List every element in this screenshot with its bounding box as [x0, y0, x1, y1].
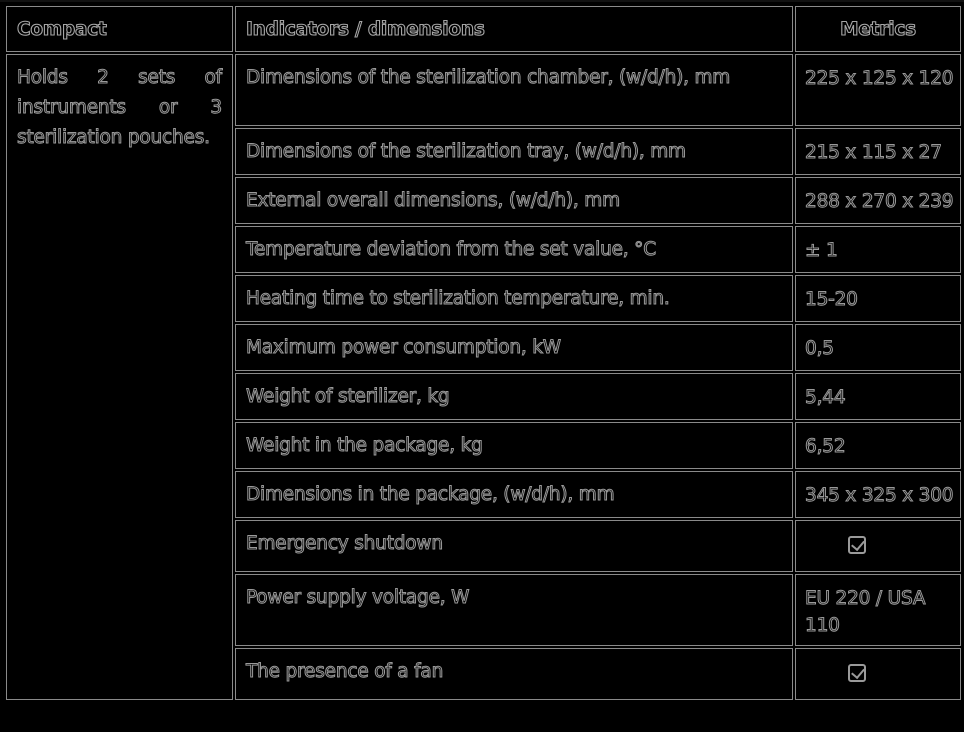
- indicator-cell: Dimensions of the sterilization chamber, (w/d/h), mm: [235, 54, 793, 126]
- indicator-cell: External overall dimensions, (w/d/h), mm: [235, 177, 793, 224]
- metric-cell: [795, 648, 961, 700]
- indicator-cell: Weight in the package, kg: [235, 422, 793, 469]
- indicator-cell: Weight of sterilizer, kg: [235, 373, 793, 420]
- metric-cell: 288 x 270 x 239: [795, 177, 961, 224]
- indicator-cell: The presence of a fan: [235, 648, 793, 700]
- indicator-cell: Dimensions in the package, (w/d/h), mm: [235, 471, 793, 518]
- metric-cell: 215 x 115 x 27: [795, 128, 961, 175]
- indicator-cell: Maximum power consumption, kW: [235, 324, 793, 371]
- checkbox-checked-icon: [848, 536, 866, 554]
- indicator-cell: Dimensions of the sterilization tray, (w/d/h), mm: [235, 128, 793, 175]
- metric-cell: EU 220 / USA 110: [795, 574, 961, 646]
- table-row: [6, 54, 961, 126]
- header-row: [6, 6, 961, 52]
- indicator-cell: Power supply voltage, W: [235, 574, 793, 646]
- metric-cell: 0,5: [795, 324, 961, 371]
- metric-cell: [795, 520, 961, 572]
- indicator-cell: Temperature deviation from the set value, °C: [235, 226, 793, 273]
- indicators-header: Indicators / dimensions: [235, 6, 793, 52]
- metric-cell: 5,44: [795, 373, 961, 420]
- model-description: Holds 2 sets of instruments or 3 sterilization pouches.: [6, 54, 233, 700]
- checkbox-checked-icon: [848, 664, 866, 682]
- model-header: Compact: [6, 6, 233, 52]
- metric-cell: 6,52: [795, 422, 961, 469]
- indicator-cell: Emergency shutdown: [235, 520, 793, 572]
- metrics-header: Metrics: [795, 6, 961, 52]
- top-edge: [0, 0, 964, 2]
- specifications-table: [4, 4, 963, 702]
- metric-cell: ± 1: [795, 226, 961, 273]
- metric-cell: 225 x 125 x 120: [795, 54, 961, 126]
- metric-cell: 15-20: [795, 275, 961, 322]
- indicator-cell: Heating time to sterilization temperature, min.: [235, 275, 793, 322]
- metric-cell: 345 x 325 x 300: [795, 471, 961, 518]
